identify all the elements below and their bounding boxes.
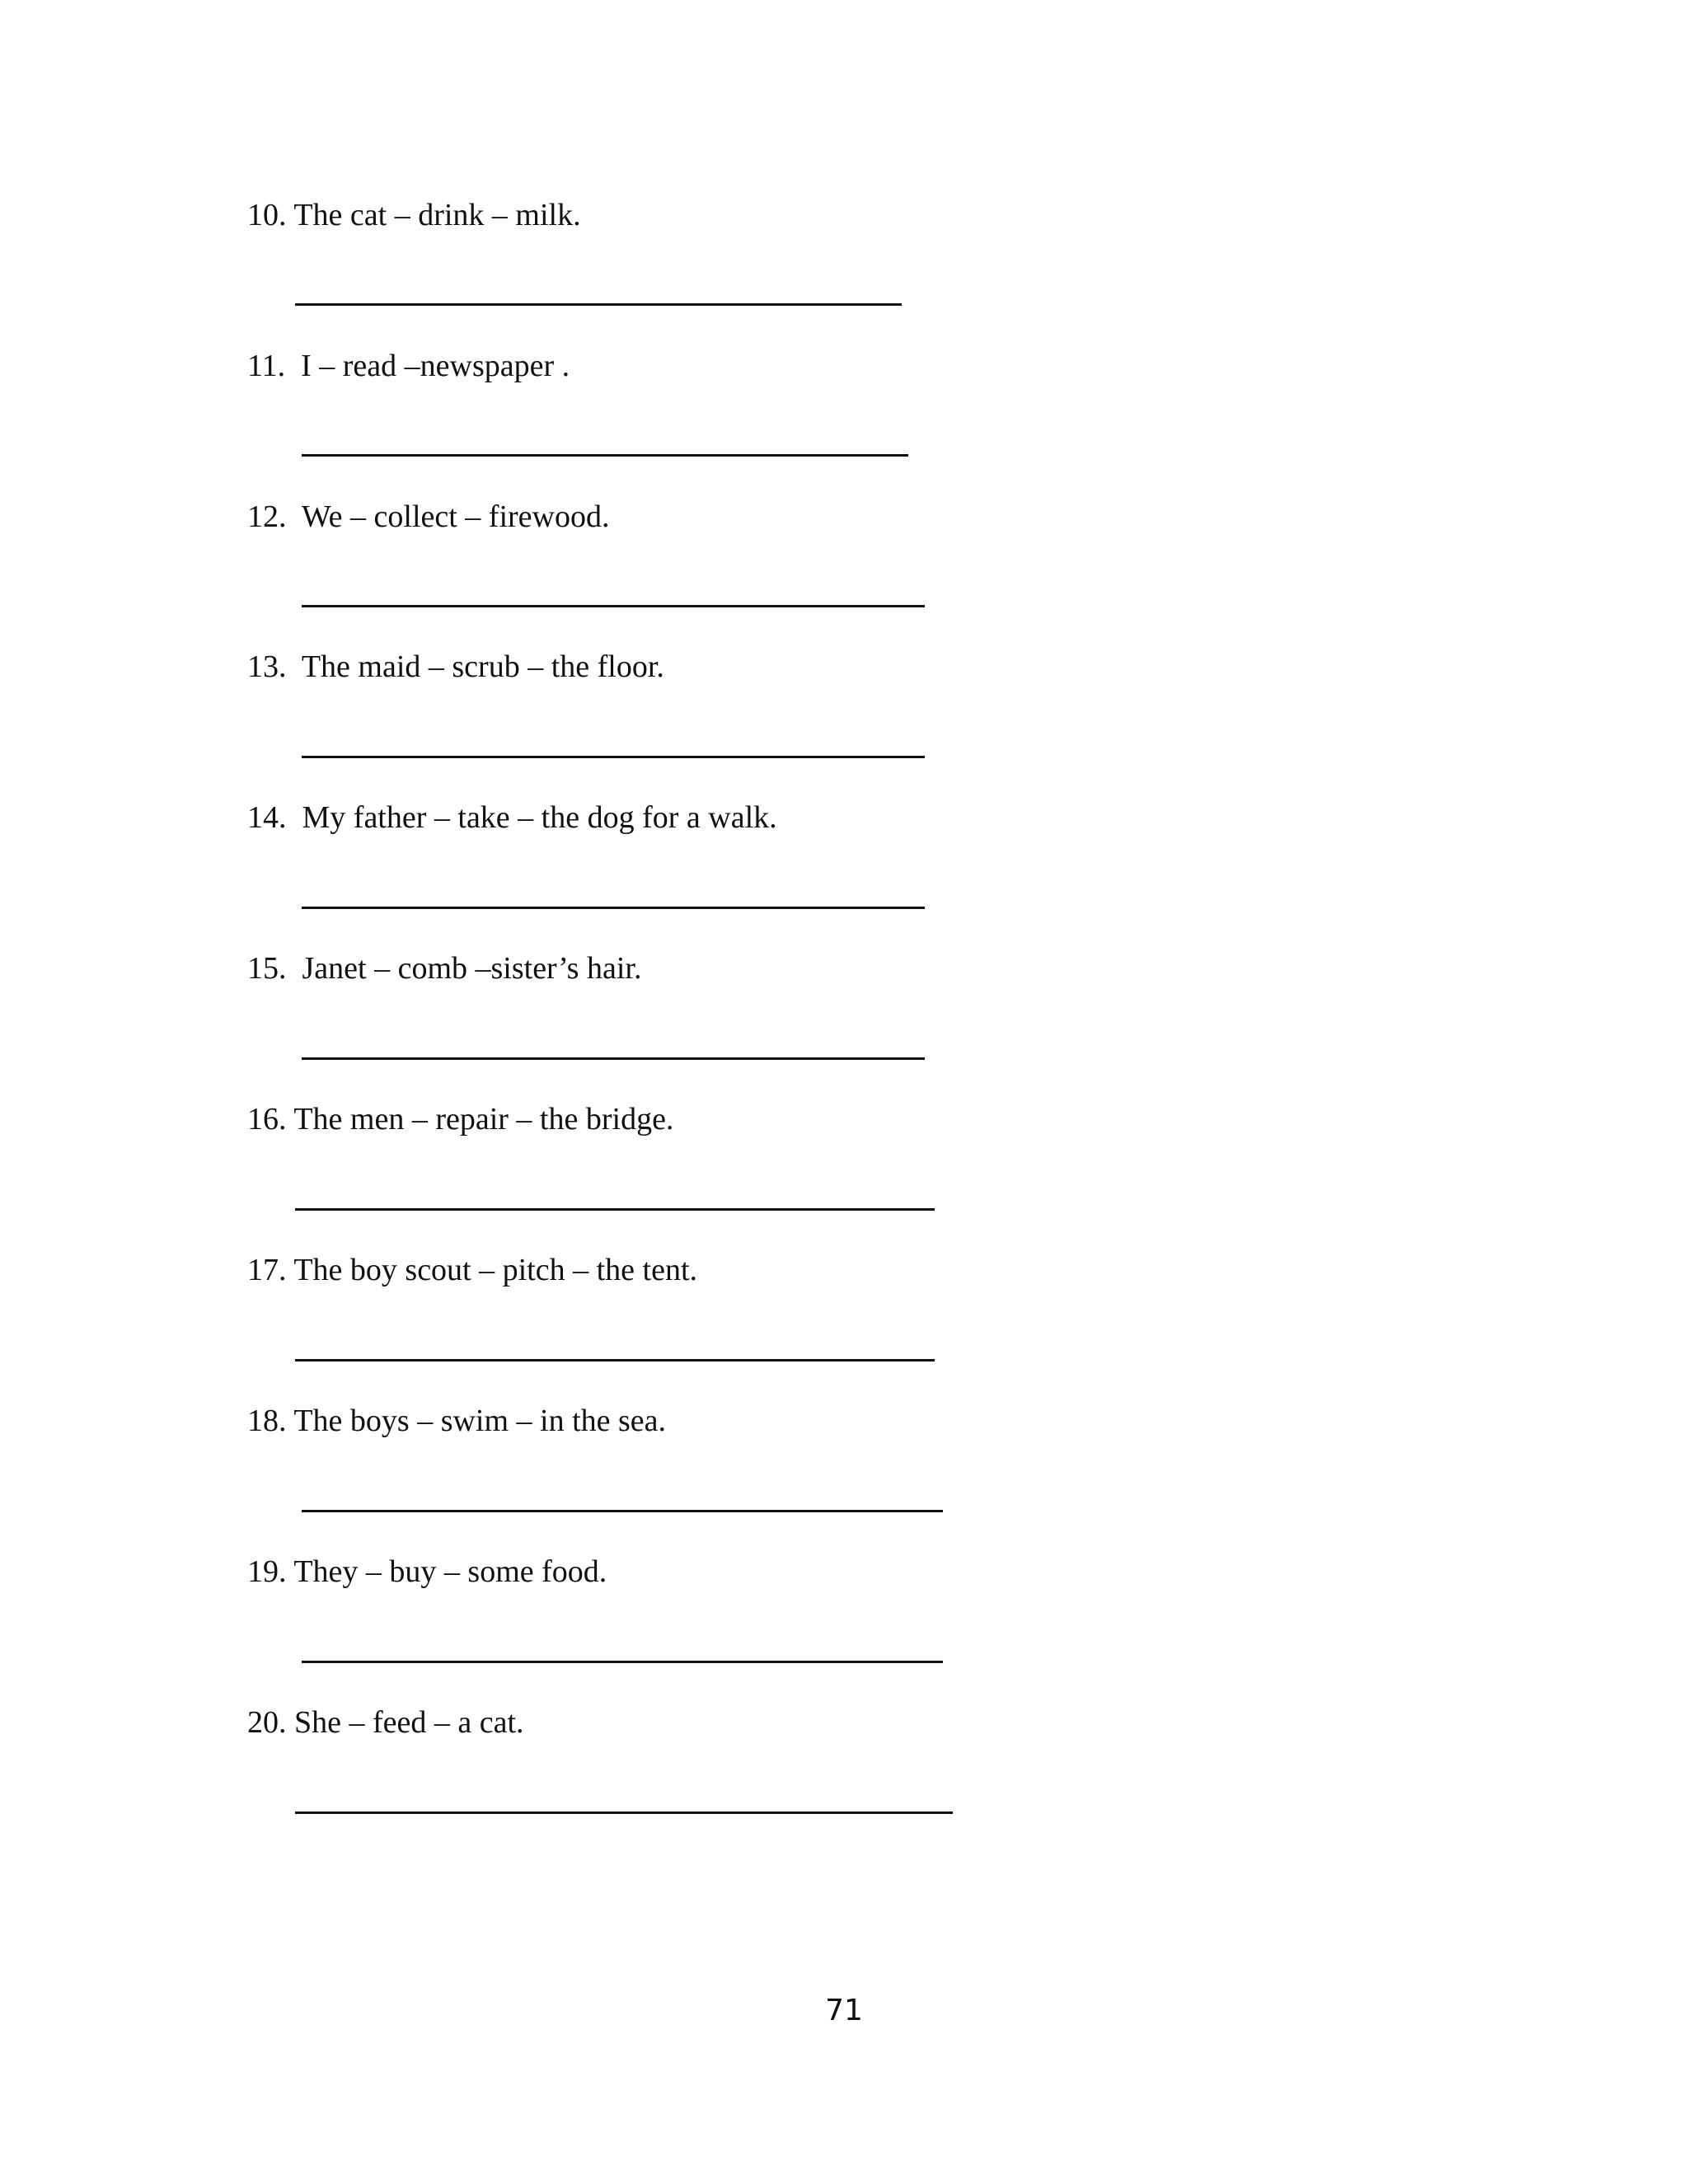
question-text: We – collect – firewood. (301, 499, 610, 534)
question-16 (247, 1100, 673, 1138)
question-number: 12. (247, 499, 287, 534)
answer-line-19[interactable] (302, 1661, 943, 1663)
question-14 (247, 799, 777, 837)
question-number: 16. (247, 1102, 287, 1137)
answer-line-12[interactable] (302, 605, 925, 607)
question-number: 18. (247, 1404, 287, 1438)
question-number: 15. (247, 951, 287, 986)
question-text: They – buy – some food. (293, 1554, 607, 1589)
question-18 (247, 1402, 666, 1440)
question-text: The men – repair – the bridge. (293, 1102, 674, 1137)
question-20 (247, 1704, 524, 1741)
question-text: The boys – swim – in the sea. (293, 1404, 667, 1438)
answer-line-14[interactable] (302, 907, 925, 909)
question-text: Janet – comb –sister’s hair. (302, 951, 642, 986)
question-number: 14. (247, 800, 287, 835)
question-text: The maid – scrub – the floor. (301, 649, 664, 684)
question-text: The boy scout – pitch – the tent. (293, 1253, 698, 1287)
question-10 (247, 196, 581, 234)
question-text: I – read –newspaper . (301, 349, 570, 383)
answer-line-17[interactable] (295, 1359, 935, 1361)
question-13 (247, 648, 664, 686)
question-12 (247, 498, 609, 536)
answer-line-11[interactable] (302, 454, 908, 457)
answer-line-10[interactable] (295, 303, 902, 306)
question-15 (247, 949, 641, 987)
answer-line-15[interactable] (302, 1057, 925, 1060)
answer-line-13[interactable] (302, 756, 925, 758)
question-number: 13. (247, 649, 287, 684)
question-11 (247, 347, 570, 385)
question-text: The cat – drink – milk. (293, 198, 581, 232)
question-19 (247, 1553, 607, 1591)
question-text: She – feed – a cat. (294, 1705, 524, 1740)
question-number: 20. (247, 1705, 287, 1740)
question-number: 17. (247, 1253, 287, 1287)
question-number: 10. (247, 198, 287, 232)
answer-line-18[interactable] (302, 1510, 943, 1512)
question-17 (247, 1251, 697, 1289)
answer-line-16[interactable] (295, 1208, 935, 1211)
answer-line-20[interactable] (295, 1811, 953, 1814)
question-number: 11. (247, 349, 286, 383)
question-number: 19. (247, 1554, 287, 1589)
page-number: 71 (825, 1994, 863, 2027)
question-text: My father – take – the dog for a walk. (302, 800, 777, 835)
